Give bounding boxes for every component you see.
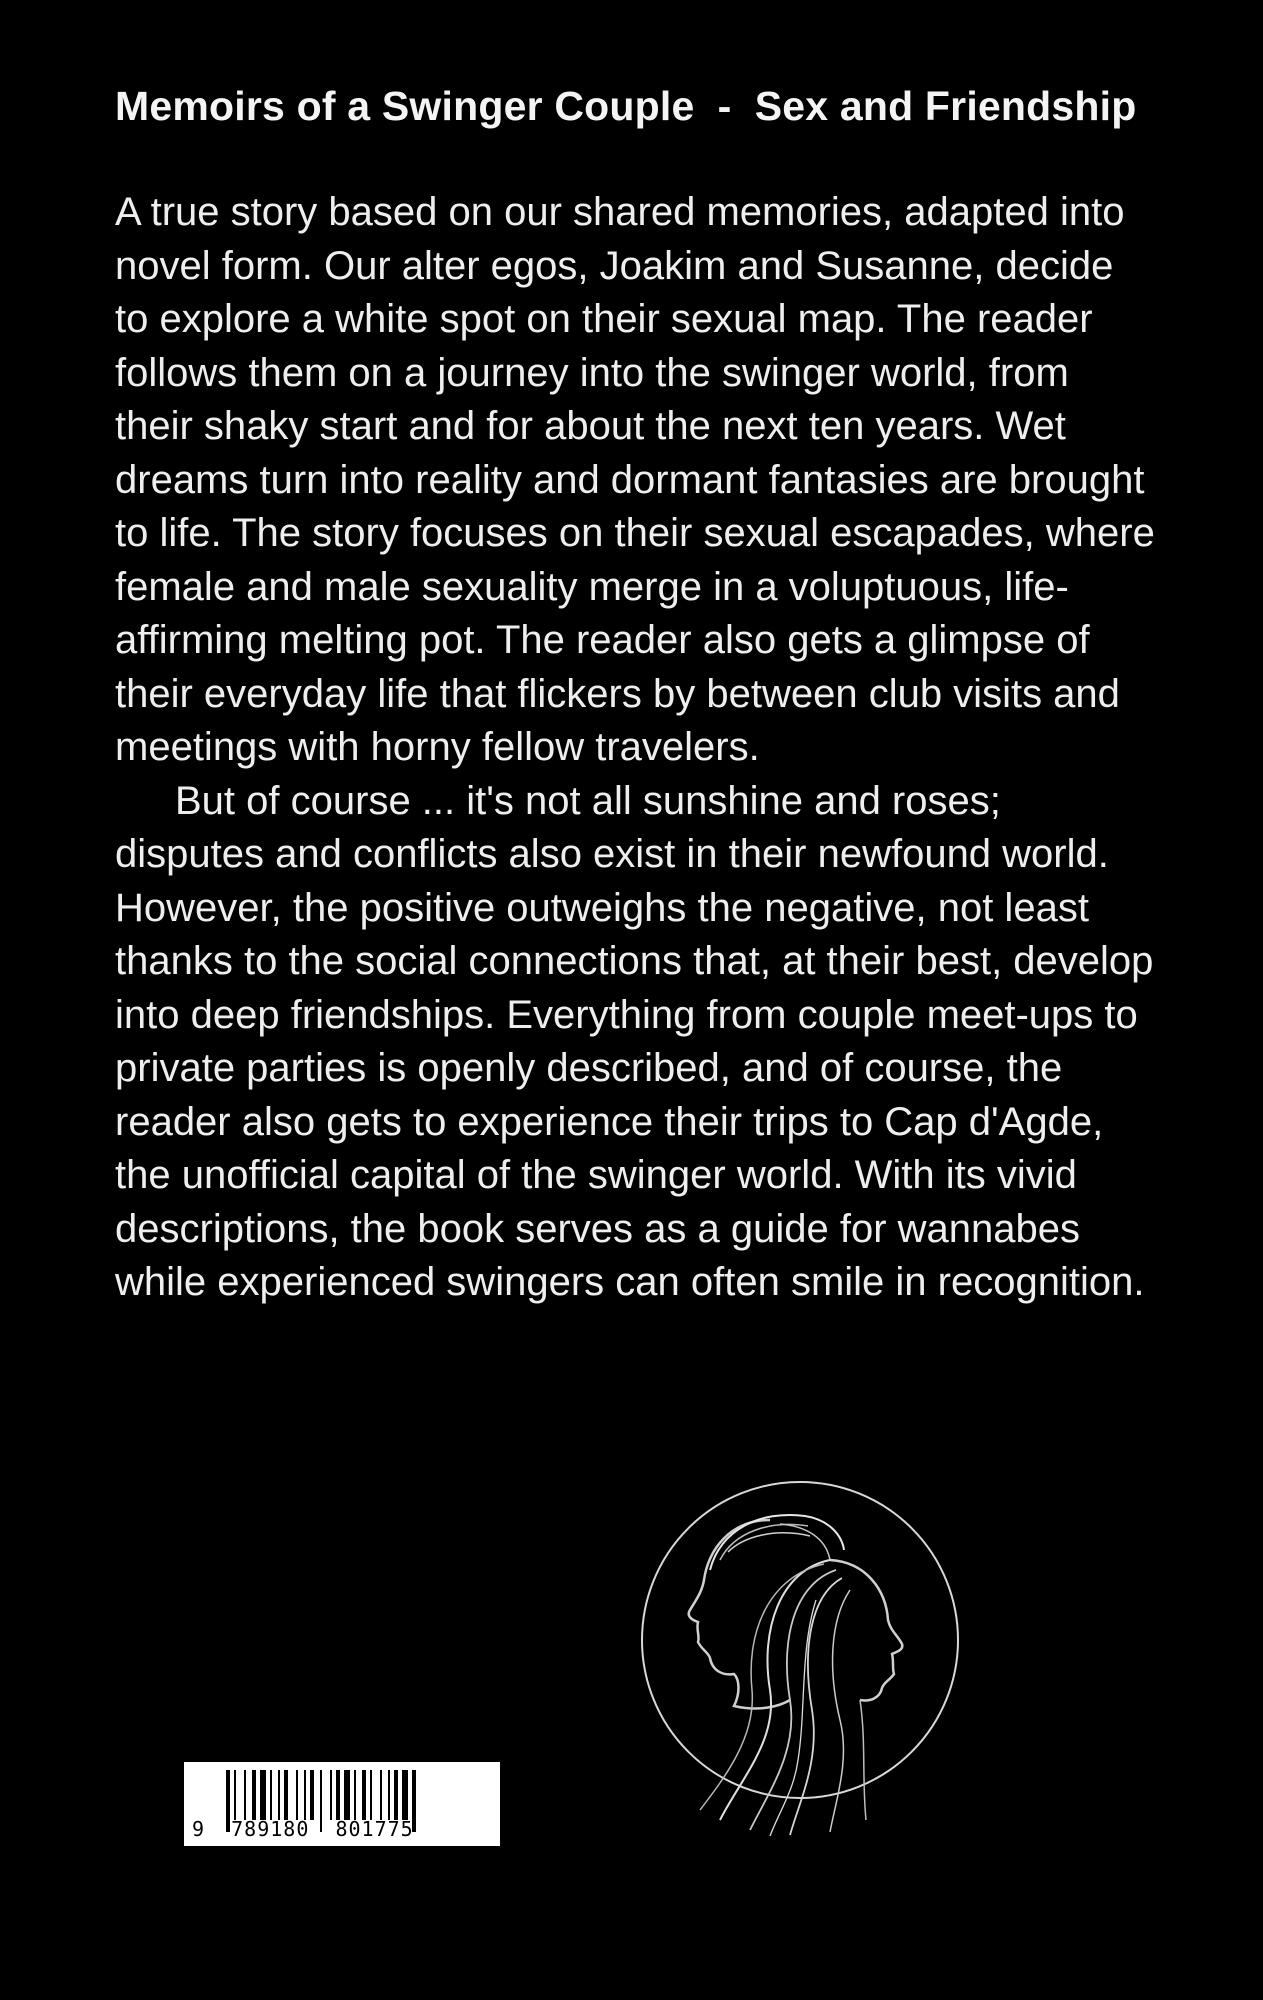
blurb-paragraph-1: A true story based on our shared memories, adapted into novel form. Our alter egos, Joakim and Susanne, decide to explore a white spot on their sexual map. The reader follows them on a journey into the swinger world, from their shaky start and for about the next ten years. Wet dreams turn into reality and dormant fantasies are brought to life. The story focuses on their sexual escapades, where female and male sexuality merge in a voluptuous, life-affirming melting pot. The reader also gets a glimpse of their everyday life that flickers by between club visits and meetings with horny fellow travelers. xyxy=(115,190,1155,769)
blurb-text xyxy=(115,186,1155,1310)
isbn-digits: 9 789180 801775 xyxy=(192,1817,414,1841)
isbn-barcode xyxy=(184,1762,500,1846)
couple-silhouette-icon xyxy=(630,1480,970,1840)
blurb-paragraph-2: But of course ... it's not all sunshine and roses; disputes and conflicts also exist in their newfound world. However, the positive outweighs the negative, not least thanks to the social connections that, at their best, develop into deep friendships. Everything from couple meet-ups to private parties is openly described, and of course, the reader also gets to experience their trips to Cap d'Agde, the unofficial capital of the swinger world. With its vivid descriptions, the book serves as a guide for wannabes while experienced swingers can often smile in recognition. xyxy=(115,778,1154,1304)
book-title: Memoirs of a Swinger Couple - Sex and Friendship xyxy=(115,83,1137,129)
